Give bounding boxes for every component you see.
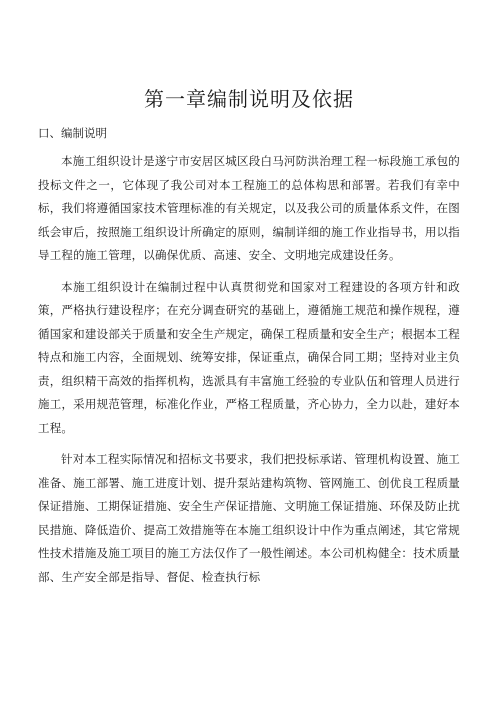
section-heading: 口、编制说明	[38, 126, 107, 140]
paragraph-2: 本施工组织设计在编制过程中认真贯彻党和国家对工程建设的各项方针和政策，严格执行建设程序；在充分调查研究的基础上，遵循施工规范和操作规程，遵循国家和建设部关于质量和安全生产规定，确保工程质量和安全生产；根据本工程特点和施工内容，全面规划、统筹安排，保证重点，确保合同工期；坚持对业主负责，组织精干高效的指挥机构，选派具有丰富施工经验的专业队伍和管理人员进行施工，采用规范管理，标准化作业，严格工程质量，齐心协力，全力以赴，建好本工程。	[38, 279, 460, 435]
chapter-title: 第一章编制说明及依据	[144, 87, 354, 111]
paragraph-3: 针对本工程实际情况和招标文书要求，我们把投标承诺、管理机构设置、施工准备、施工部署、施工进度计划、提升泵站建构筑物、管网施工、创优良工程质量保证措施、工期保证措施、安全生产保证措施、文明施工保证措施、环保及防止扰民措施、降低造价、提高工效措施等在本施工组织设计中作为重点阐述，其它常规性技术措施及施工项目的施工方法仅作了一般性阐述。本公司机构健全：技术质量部、生产安全部是指导、督促、检查执行标	[38, 452, 460, 584]
paragraph-1: 本施工组织设计是遂宁市安居区城区段白马河防洪治理工程一标段施工承包的投标文件之一，它体现了我公司对本工程施工的总体构思和部署。若我们有幸中标，我们将遵循国家技术管理标准的有关规定，以及我公司的质量体系文件，在图纸会审后，按照施工组织设计所确定的原则，编制详细的施工作业指导书，用以指导工程的施工管理，以确保优质、高速、安全、文明地完成建设任务。	[38, 154, 460, 262]
